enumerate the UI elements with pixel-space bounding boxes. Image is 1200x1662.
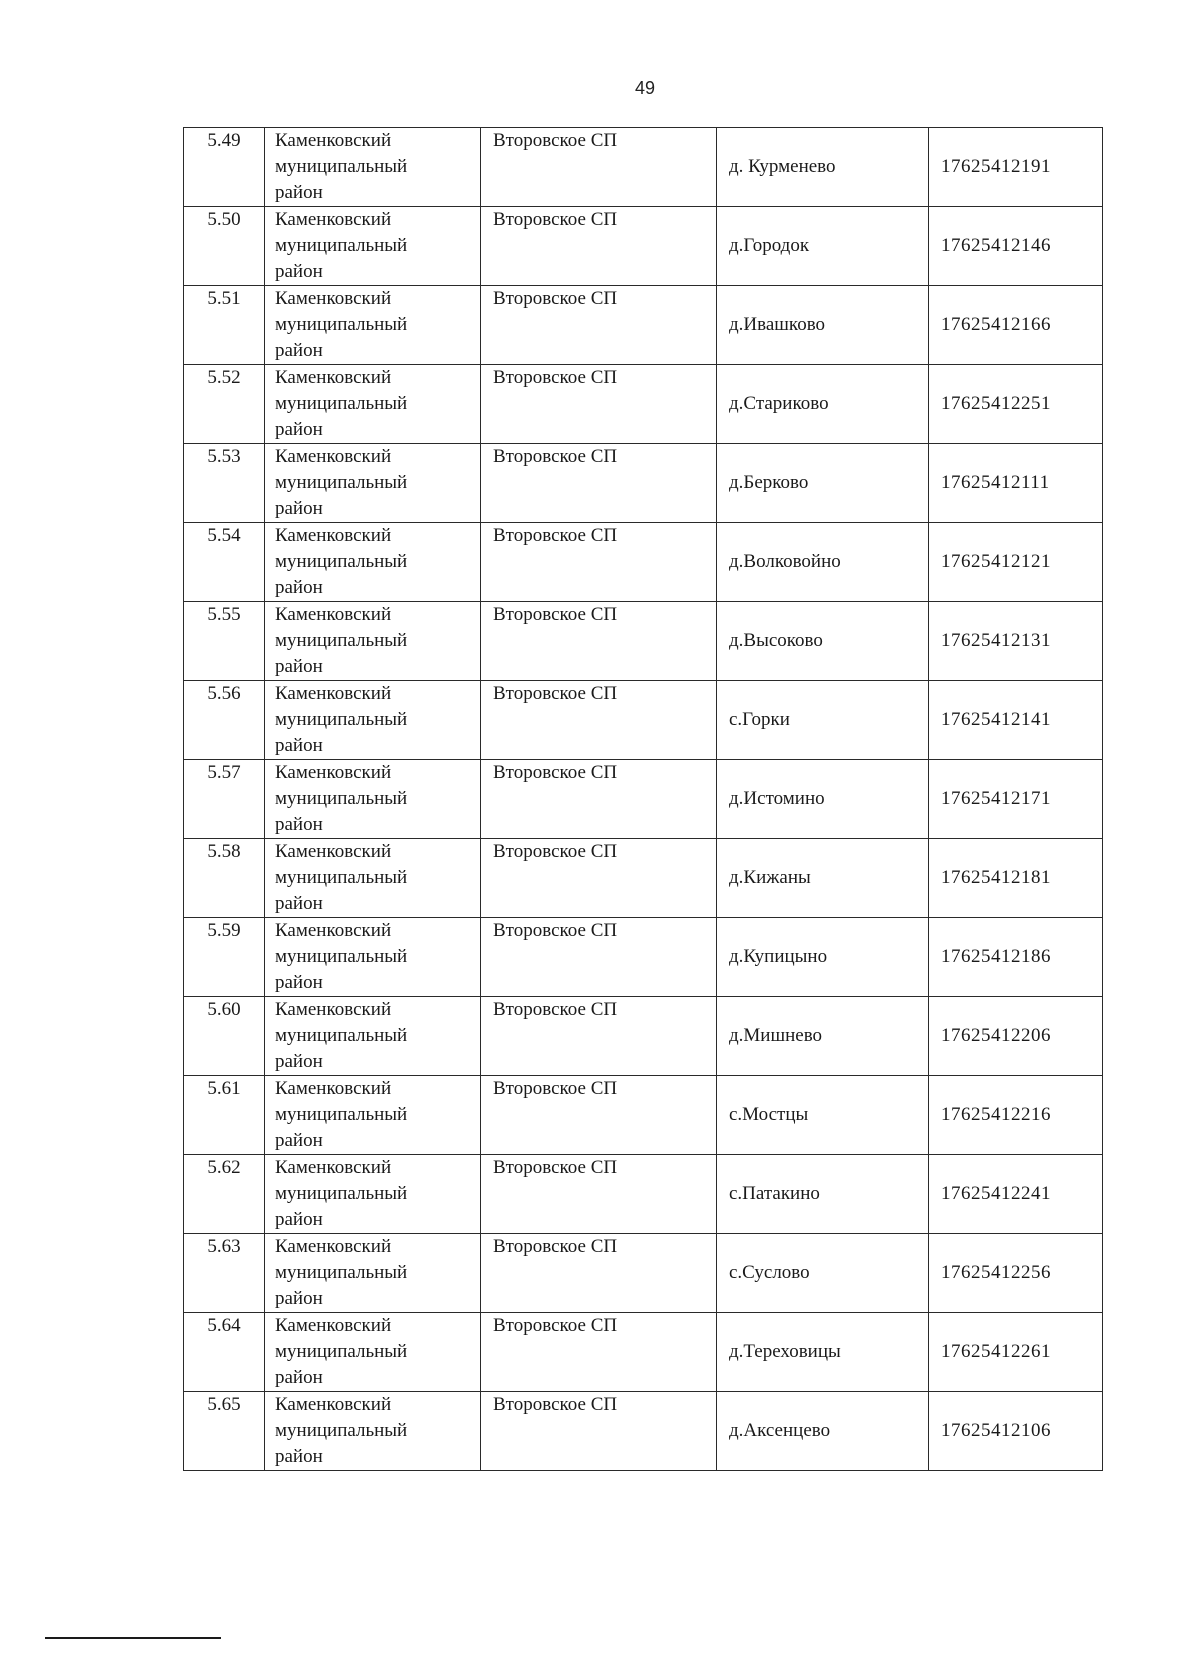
district-line: район bbox=[275, 182, 323, 203]
district-line: муниципальный bbox=[275, 314, 408, 335]
locality-cell: д.Мишнево bbox=[717, 997, 929, 1076]
footnote-separator bbox=[45, 1637, 221, 1639]
district-line: муниципальный bbox=[275, 1025, 408, 1046]
district-line: Каменковский bbox=[275, 841, 392, 862]
district-line: муниципальный bbox=[275, 393, 408, 414]
row-number: 5.65 bbox=[184, 1392, 265, 1471]
oktmo-code-cell: 17625412131 bbox=[929, 602, 1103, 681]
row-number: 5.53 bbox=[184, 444, 265, 523]
oktmo-code-cell: 17625412106 bbox=[929, 1392, 1103, 1471]
district-line: район bbox=[275, 972, 323, 993]
district-cell bbox=[265, 444, 481, 523]
settlement-cell: Второвское СП bbox=[481, 1155, 717, 1234]
settlement-cell: Второвское СП bbox=[481, 681, 717, 760]
district-line: Каменковский bbox=[275, 683, 392, 704]
locality-cell: д.Городок bbox=[717, 207, 929, 286]
locality-cell: д.Аксенцево bbox=[717, 1392, 929, 1471]
row-number: 5.51 bbox=[184, 286, 265, 365]
row-number: 5.60 bbox=[184, 997, 265, 1076]
settlement-cell: Второвское СП bbox=[481, 523, 717, 602]
table-row bbox=[184, 839, 1103, 918]
table-row bbox=[184, 128, 1103, 207]
table-body bbox=[184, 128, 1103, 1471]
settlement-cell: Второвское СП bbox=[481, 444, 717, 523]
locality-cell: д.Стариково bbox=[717, 365, 929, 444]
district-line: Каменковский bbox=[275, 1394, 392, 1415]
table-row bbox=[184, 1313, 1103, 1392]
oktmo-code-cell: 17625412181 bbox=[929, 839, 1103, 918]
district-line: район bbox=[275, 656, 323, 677]
district-line: муниципальный bbox=[275, 1420, 408, 1441]
district-cell bbox=[265, 1392, 481, 1471]
table-row bbox=[184, 760, 1103, 839]
table-row bbox=[184, 1234, 1103, 1313]
district-line: район bbox=[275, 340, 323, 361]
district-line: Каменковский bbox=[275, 1236, 392, 1257]
settlement-cell: Второвское СП bbox=[481, 760, 717, 839]
district-cell bbox=[265, 1155, 481, 1234]
locality-cell: д.Истомино bbox=[717, 760, 929, 839]
table-row bbox=[184, 1392, 1103, 1471]
table-row bbox=[184, 997, 1103, 1076]
settlement-table bbox=[183, 127, 1103, 1471]
locality-cell: д.Ивашково bbox=[717, 286, 929, 365]
district-cell bbox=[265, 1076, 481, 1155]
settlement-cell: Второвское СП bbox=[481, 365, 717, 444]
district-cell bbox=[265, 365, 481, 444]
table-row bbox=[184, 444, 1103, 523]
oktmo-code-cell: 17625412166 bbox=[929, 286, 1103, 365]
table-row bbox=[184, 365, 1103, 444]
table-row bbox=[184, 1155, 1103, 1234]
settlement-cell: Второвское СП bbox=[481, 286, 717, 365]
district-line: Каменковский bbox=[275, 367, 392, 388]
table-row bbox=[184, 602, 1103, 681]
locality-cell: с.Суслово bbox=[717, 1234, 929, 1313]
table-row bbox=[184, 681, 1103, 760]
table-row bbox=[184, 1076, 1103, 1155]
row-number: 5.56 bbox=[184, 681, 265, 760]
district-line: Каменковский bbox=[275, 1078, 392, 1099]
settlement-cell: Второвское СП bbox=[481, 997, 717, 1076]
row-number: 5.57 bbox=[184, 760, 265, 839]
district-line: район bbox=[275, 1288, 323, 1309]
district-line: муниципальный bbox=[275, 1183, 408, 1204]
district-cell bbox=[265, 997, 481, 1076]
district-line: муниципальный bbox=[275, 630, 408, 651]
district-line: Каменковский bbox=[275, 209, 392, 230]
locality-cell: д.Кижаны bbox=[717, 839, 929, 918]
district-line: Каменковский bbox=[275, 130, 392, 151]
settlement-cell: Второвское СП bbox=[481, 1076, 717, 1155]
district-line: Каменковский bbox=[275, 288, 392, 309]
district-cell bbox=[265, 1234, 481, 1313]
district-line: Каменковский bbox=[275, 762, 392, 783]
row-number: 5.64 bbox=[184, 1313, 265, 1392]
district-line: муниципальный bbox=[275, 788, 408, 809]
locality-cell: д.Берково bbox=[717, 444, 929, 523]
oktmo-code-cell: 17625412191 bbox=[929, 128, 1103, 207]
district-line: Каменковский bbox=[275, 446, 392, 467]
district-line: муниципальный bbox=[275, 156, 408, 177]
district-line: Каменковский bbox=[275, 920, 392, 941]
district-line: район bbox=[275, 1446, 323, 1467]
district-line: муниципальный bbox=[275, 1341, 408, 1362]
settlement-cell: Второвское СП bbox=[481, 839, 717, 918]
oktmo-code-cell: 17625412111 bbox=[929, 444, 1103, 523]
district-line: муниципальный bbox=[275, 709, 408, 730]
district-line: район bbox=[275, 261, 323, 282]
district-line: район bbox=[275, 1130, 323, 1151]
district-line: муниципальный bbox=[275, 1262, 408, 1283]
locality-cell: с.Патакино bbox=[717, 1155, 929, 1234]
district-line: муниципальный bbox=[275, 551, 408, 572]
district-cell bbox=[265, 760, 481, 839]
district-cell bbox=[265, 523, 481, 602]
district-line: муниципальный bbox=[275, 472, 408, 493]
district-cell bbox=[265, 839, 481, 918]
settlement-cell: Второвское СП bbox=[481, 1234, 717, 1313]
settlement-cell: Второвское СП bbox=[481, 1392, 717, 1471]
locality-cell: д.Волковойно bbox=[717, 523, 929, 602]
table-row bbox=[184, 207, 1103, 286]
district-line: район bbox=[275, 1051, 323, 1072]
district-cell bbox=[265, 128, 481, 207]
locality-cell: д.Купицыно bbox=[717, 918, 929, 997]
district-line: район bbox=[275, 419, 323, 440]
row-number: 5.61 bbox=[184, 1076, 265, 1155]
district-line: Каменковский bbox=[275, 1315, 392, 1336]
district-line: Каменковский bbox=[275, 604, 392, 625]
district-cell bbox=[265, 207, 481, 286]
settlement-cell: Второвское СП bbox=[481, 918, 717, 997]
oktmo-code-cell: 17625412261 bbox=[929, 1313, 1103, 1392]
table-row bbox=[184, 286, 1103, 365]
row-number: 5.62 bbox=[184, 1155, 265, 1234]
row-number: 5.49 bbox=[184, 128, 265, 207]
locality-cell: д. Курменево bbox=[717, 128, 929, 207]
district-line: район bbox=[275, 577, 323, 598]
district-cell bbox=[265, 1313, 481, 1392]
settlement-cell: Второвское СП bbox=[481, 1313, 717, 1392]
district-cell bbox=[265, 681, 481, 760]
district-cell bbox=[265, 918, 481, 997]
settlement-cell: Второвское СП bbox=[481, 128, 717, 207]
oktmo-code-cell: 17625412251 bbox=[929, 365, 1103, 444]
district-line: район bbox=[275, 1367, 323, 1388]
district-line: район bbox=[275, 893, 323, 914]
district-cell bbox=[265, 286, 481, 365]
row-number: 5.63 bbox=[184, 1234, 265, 1313]
row-number: 5.54 bbox=[184, 523, 265, 602]
locality-cell: с.Горки bbox=[717, 681, 929, 760]
locality-cell: с.Мостцы bbox=[717, 1076, 929, 1155]
district-line: муниципальный bbox=[275, 1104, 408, 1125]
oktmo-code-cell: 17625412146 bbox=[929, 207, 1103, 286]
district-line: район bbox=[275, 1209, 323, 1230]
district-line: Каменковский bbox=[275, 525, 392, 546]
row-number: 5.50 bbox=[184, 207, 265, 286]
district-line: муниципальный bbox=[275, 867, 408, 888]
table-row bbox=[184, 918, 1103, 997]
district-line: муниципальный bbox=[275, 946, 408, 967]
district-line: Каменковский bbox=[275, 999, 392, 1020]
oktmo-code-cell: 17625412171 bbox=[929, 760, 1103, 839]
oktmo-code-cell: 17625412241 bbox=[929, 1155, 1103, 1234]
locality-cell: д.Высоково bbox=[717, 602, 929, 681]
district-cell bbox=[265, 602, 481, 681]
row-number: 5.58 bbox=[184, 839, 265, 918]
locality-cell: д.Тереховицы bbox=[717, 1313, 929, 1392]
district-line: район bbox=[275, 814, 323, 835]
oktmo-code-cell: 17625412206 bbox=[929, 997, 1103, 1076]
oktmo-code-cell: 17625412141 bbox=[929, 681, 1103, 760]
settlement-cell: Второвское СП bbox=[481, 602, 717, 681]
settlement-cell: Второвское СП bbox=[481, 207, 717, 286]
oktmo-code-cell: 17625412216 bbox=[929, 1076, 1103, 1155]
district-line: Каменковский bbox=[275, 1157, 392, 1178]
row-number: 5.52 bbox=[184, 365, 265, 444]
table-row bbox=[184, 523, 1103, 602]
row-number: 5.59 bbox=[184, 918, 265, 997]
oktmo-code-cell: 17625412256 bbox=[929, 1234, 1103, 1313]
oktmo-code-cell: 17625412186 bbox=[929, 918, 1103, 997]
district-line: район bbox=[275, 735, 323, 756]
row-number: 5.55 bbox=[184, 602, 265, 681]
page-number: 49 bbox=[634, 78, 656, 98]
district-line: муниципальный bbox=[275, 235, 408, 256]
district-line: район bbox=[275, 498, 323, 519]
oktmo-code-cell: 17625412121 bbox=[929, 523, 1103, 602]
